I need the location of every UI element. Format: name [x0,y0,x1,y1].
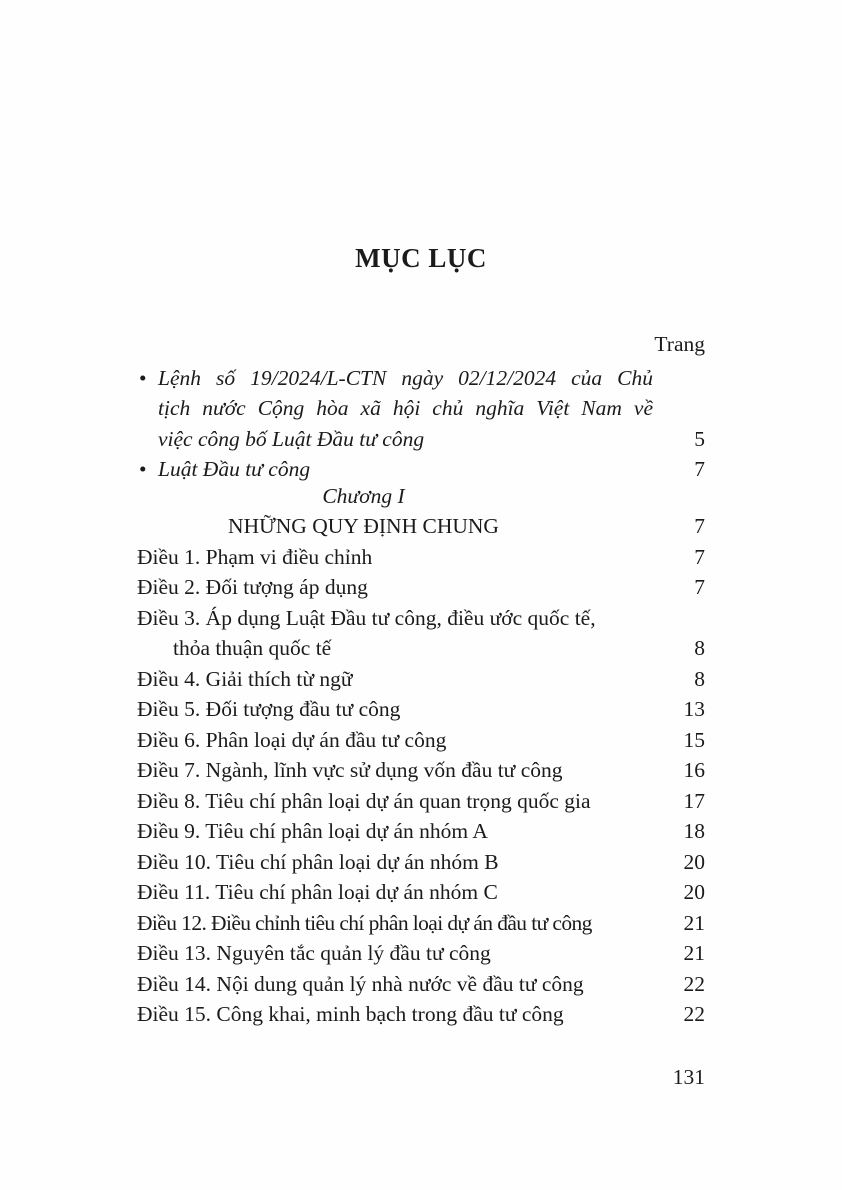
article-text-line: Điều 6. Phân loại dự án đầu tư công [137,727,447,752]
page-title: MỤC LỤC [355,243,487,273]
toc-article-entry [137,938,705,969]
article-text [137,603,645,664]
entry-text-line: Lệnh số 19/2024/L-CTN ngày 02/12/2024 của Chủ [158,365,653,390]
article-text-line: Điều 5. Đối tượng đầu tư công [137,697,401,721]
article-text-line: Điều 9. Tiêu chí phân loại dự án nhóm A [137,819,488,843]
article-text-line: Điều 4. Giải thích từ ngữ [137,666,353,691]
article-text [137,999,645,1030]
toc-content-column [137,0,705,1030]
toc-article-entry [137,694,705,725]
article-page-number: 20 [683,849,705,874]
article-text-line: Điều 3. Áp dụng Luật Đầu tư công, điều ước quốc tế, [137,605,596,630]
article-text-line: Điều 7. Ngành, lĩnh vực sử dụng vốn đầu tư công [137,758,563,782]
article-page-number: 17 [683,788,705,813]
article-text [137,908,645,939]
article-page-number: 22 [683,1002,705,1026]
chapter-section [137,481,705,1030]
article-text [137,725,645,756]
toc-article-entry [137,816,705,847]
article-list [137,542,705,1030]
article-page-number: 22 [683,971,705,996]
article-text [137,542,645,573]
chapter-heading [137,511,705,542]
toc-article-entry [137,725,705,756]
entry-text-line: việc công bố Luật Đầu tư công [158,426,425,451]
article-page-number: 18 [683,819,705,843]
article-text-line: Điều 12. Điều chỉnh tiêu chí phân loại dự án đầu tư công [137,910,592,935]
article-text-line: Điều 2. Đối tượng áp dụng [137,575,368,599]
article-text-line: Điều 15. Công khai, minh bạch trong đầu tư công [137,1002,564,1026]
bullet-marker: • [139,457,147,481]
article-text-line: Điều 8. Tiêu chí phân loại dự án quan trọng quốc gia [137,788,591,813]
article-page-number: 8 [694,666,705,691]
chapter-page-number: 7 [694,514,705,538]
article-text [137,755,645,786]
article-text-line: Điều 10. Tiêu chí phân loại dự án nhóm B [137,849,499,874]
toc-article-entry [137,786,705,817]
toc-article-entry [137,755,705,786]
toc-lead-entry [137,363,705,455]
article-text [137,664,645,695]
article-page-number: 8 [694,636,705,660]
entry-text [158,363,653,455]
entry-text-line: tịch nước Cộng hòa xã hội chủ nghĩa Việt Nam về [158,396,653,420]
article-page-number: 13 [683,697,705,721]
toc-article-entry [137,572,705,603]
article-text-line: Điều 1. Phạm vi điều chỉnh [137,544,373,569]
bullet-marker: • [139,365,147,390]
toc-article-entry [137,542,705,573]
trang-column-header: Trang [654,332,705,356]
article-text [137,969,645,1000]
chapter-title: NHỮNG QUY ĐỊNH CHUNG [228,514,499,538]
article-text-line: Điều 14. Nội dung quản lý nhà nước về đầu tư công [137,971,584,996]
article-text [137,816,645,847]
article-page-number: 20 [683,880,705,904]
entry-page-number: 5 [694,426,705,451]
article-text-line: Điều 13. Nguyên tắc quản lý đầu tư công [137,941,491,965]
entry-page-number: 7 [694,457,705,481]
article-text [137,694,645,725]
article-text-line: Điều 11. Tiêu chí phân loại dự án nhóm C [137,880,498,904]
article-page-number: 16 [683,758,705,782]
article-page-number: 7 [694,544,705,569]
article-text [137,877,645,908]
footer-page-number: 131 [672,1065,705,1089]
toc-article-entry [137,999,705,1030]
toc-article-entry [137,603,705,664]
toc-article-entry [137,847,705,878]
article-text [137,786,645,817]
lead-items [137,363,705,485]
toc-article-entry [137,969,705,1000]
chapter-label: Chương I [322,483,405,508]
entry-text-line: Luật Đầu tư công [158,457,311,481]
toc-article-entry [137,908,705,939]
toc-article-entry [137,664,705,695]
toc-article-entry [137,877,705,908]
article-page-number: 21 [683,910,705,935]
article-text [137,572,645,603]
article-page-number: 21 [683,941,705,965]
article-text [137,938,645,969]
article-page-number: 15 [683,727,705,752]
article-text-line: thỏa thuận quốc tế [173,636,332,660]
article-text [137,847,645,878]
article-page-number: 7 [694,575,705,599]
